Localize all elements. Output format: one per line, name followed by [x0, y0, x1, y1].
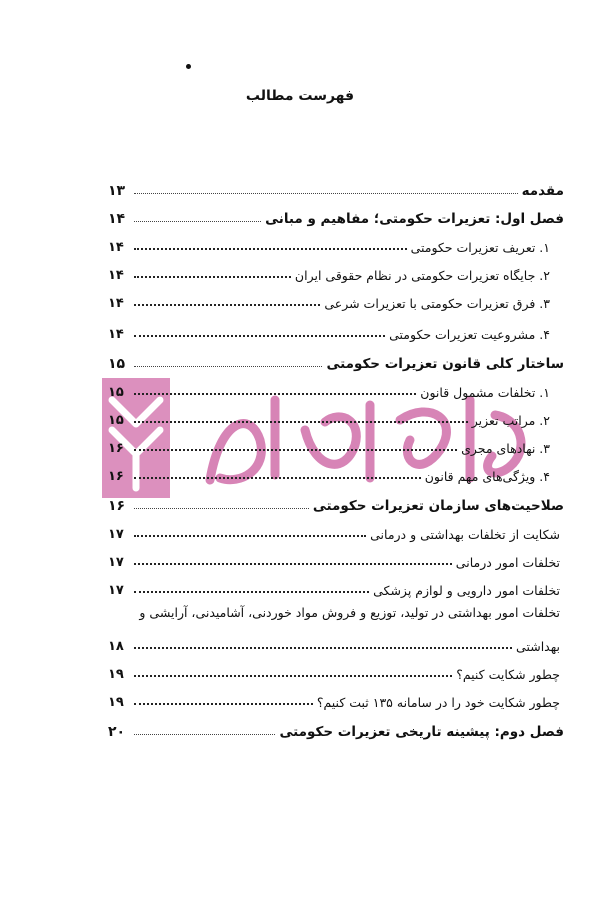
dot-leader [134, 508, 309, 509]
dot-leader [134, 535, 366, 537]
toc-entry-label: چطور شکایت خود را در سامانه ۱۳۵ ثبت کنیم؟ [316, 694, 560, 710]
toc-entry [108, 311, 564, 342]
table-of-contents [108, 171, 564, 740]
dot-leader [134, 563, 452, 565]
toc-entry-label: بهداشتی [516, 638, 560, 654]
toc-entry-label: ۱. تخلفات مشمول قانون [420, 384, 550, 400]
toc-entry-label: مقدمه [521, 182, 564, 199]
toc-page-number: ۱۵ [108, 412, 124, 428]
toc-page-number: ۱۵ [108, 384, 124, 400]
toc-entry-label: چطور شکایت کنیم؟ [456, 666, 560, 682]
toc-page-number: ۱۷ [108, 526, 124, 542]
dot-leader [134, 221, 261, 222]
toc-page-number: ۱۴ [108, 295, 124, 311]
toc-page-number: ۱۷ [108, 582, 124, 598]
toc-page-number: ۱۵ [108, 355, 126, 372]
toc-entry-label: فصل دوم: پیشینه تاریخی تعزیرات حکومتی [279, 723, 564, 740]
dot-leader [134, 734, 275, 735]
toc-entry-label: ساختار کلی قانون تعزیرات حکومتی [326, 355, 564, 372]
toc-entry-label: فصل اول: تعزیرات حکومتی؛ مفاهیم و مبانی [265, 210, 564, 227]
toc-entry-label: تخلفات امور درمانی [455, 554, 560, 570]
toc-chapter-entry [108, 199, 564, 227]
toc-entry [108, 255, 564, 283]
toc-entry-label: ۲. مراتب تعزیر [471, 412, 550, 428]
toc-entry [108, 283, 564, 311]
toc-entry-label: ۴. مشروعیت تعزیرات حکومتی [389, 326, 550, 342]
dot-leader [134, 591, 369, 593]
toc-entry-wrapped-line: تخلفات امور بهداشتی در تولید، توزیع و فروش مواد خوردنی، آشامیدنی، آرایشی و [139, 604, 560, 620]
toc-entry [108, 456, 564, 484]
dot-leader [134, 276, 291, 278]
toc-entry-label: ۳. نهادهای مجری [461, 440, 550, 456]
dot-leader [134, 335, 385, 337]
toc-entry [108, 372, 564, 400]
toc-entry [108, 428, 564, 456]
toc-entry-label: ۲. جایگاه تعزیرات حکومتی در نظام حقوقی ایران [294, 267, 550, 283]
dot-leader [134, 449, 457, 451]
toc-page-number: ۲۰ [108, 723, 126, 740]
dot-leader [134, 647, 512, 649]
toc-entry-label: شکایت از تخلفات بهداشتی و درمانی [370, 526, 560, 542]
toc-chapter-entry [108, 171, 564, 199]
toc-page-number: ۱۳ [108, 182, 126, 199]
toc-page-number: ۱۴ [108, 326, 124, 342]
toc-page-number: ۱۴ [108, 267, 124, 283]
toc-page-number: ۱۷ [108, 554, 124, 570]
toc-entry-label: ۳. فرق تعزیرات حکومتی با تعزیرات شرعی [324, 295, 550, 311]
toc-entry [108, 400, 564, 428]
toc-entry [108, 682, 564, 710]
dot-leader [134, 393, 416, 395]
toc-entry-label: صلاحیت‌های سازمان تعزیرات حکومتی [312, 497, 564, 514]
toc-chapter-entry [108, 342, 564, 372]
dot-leader [134, 248, 407, 250]
toc-entry-label: ۴. ویژگی‌های مهم قانون [424, 468, 550, 484]
toc-entry [108, 542, 564, 570]
toc-page-number: ۱۸ [108, 638, 124, 654]
toc-chapter-entry [108, 484, 564, 514]
toc-entry [108, 514, 564, 542]
toc-entry-label: ۱. تعریف تعزیرات حکومتی [410, 239, 550, 255]
dot-leader [134, 477, 421, 479]
toc-entry-label: تخلفات امور دارویی و لوازم پزشکی [373, 582, 560, 598]
toc-entry [108, 570, 564, 598]
dot-leader [134, 304, 320, 306]
dot-leader [134, 193, 518, 194]
dot-leader [134, 366, 322, 367]
toc-page-number: ۱۶ [108, 440, 124, 456]
toc-entry [108, 654, 564, 682]
toc-page-number: ۱۴ [108, 210, 126, 227]
toc-page-number: ۱۹ [108, 666, 124, 682]
toc-page-number: ۱۶ [108, 497, 126, 514]
toc-page-number: ۱۴ [108, 239, 124, 255]
dot-leader [134, 703, 313, 705]
toc-chapter-entry [108, 710, 564, 740]
toc-entry [108, 628, 564, 654]
dot-leader [134, 421, 468, 423]
toc-page-number: ۱۶ [108, 468, 124, 484]
dot-leader [134, 675, 452, 677]
page-title: فهرست مطالب [245, 88, 355, 104]
toc-page-number: ۱۹ [108, 694, 124, 710]
toc-entry [108, 227, 564, 255]
ink-dot-mark [186, 64, 191, 69]
